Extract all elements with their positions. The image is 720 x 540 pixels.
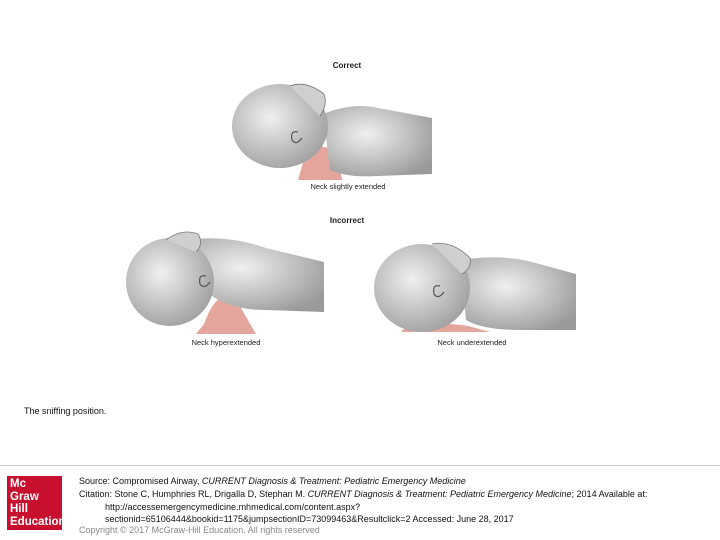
citation-url[interactable]: http://accessemergencymedicine.mhmedical.com/content.aspx?: [105, 502, 361, 512]
copyright: Copyright © 2017 McGraw-Hill Education. All rights reserved: [79, 525, 320, 535]
illustration-neck-slightly-extended: [228, 74, 432, 184]
figure-caption: The sniffing position.: [24, 406, 107, 416]
correct-label: Correct: [332, 61, 362, 70]
incorrect-label: Incorrect: [329, 216, 365, 225]
publisher-logo: Mc Graw Hill Education: [7, 476, 62, 530]
illustration-neck-hyperextended: [126, 226, 324, 336]
caption-neck-hyperextended: Neck hyperextended: [191, 338, 261, 347]
citation-line: Citation: Stone C, Humphries RL, Drigalla D, Stephan M. CURRENT Diagnosis & Treatment: Pediatric Emergency Medicine; 2014 Available at:: [79, 489, 648, 499]
caption-neck-underextended: Neck underextended: [437, 338, 507, 347]
citation-url-params[interactable]: sectionid=65106444&bookid=1175&jumpsectionID=73099463&Resultclick=2 Accessed: June 28, 2017: [105, 514, 514, 524]
source-line: Source: Compromised Airway, CURRENT Diagnosis & Treatment: Pediatric Emergency Medicine: [79, 476, 466, 486]
illustration-neck-underextended: [372, 234, 576, 334]
footer-divider: [0, 465, 720, 466]
caption-neck-slightly-extended: Neck slightly extended: [310, 182, 386, 191]
